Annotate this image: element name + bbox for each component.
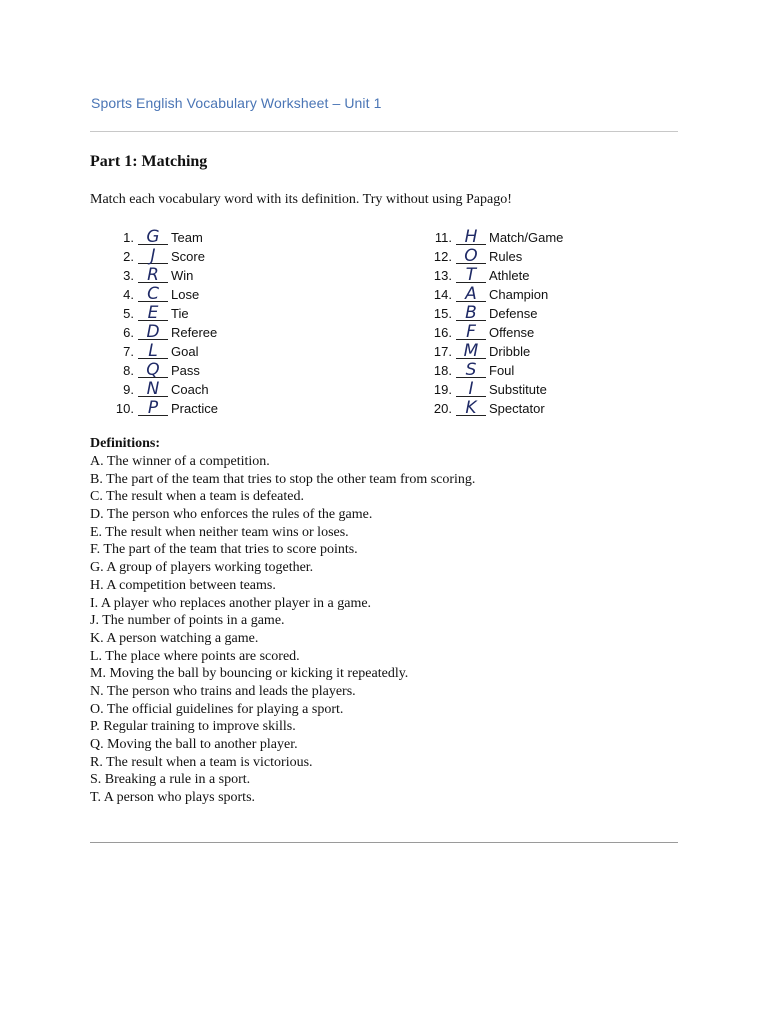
handwritten-answer: Q (146, 360, 160, 380)
handwritten-answer: S (465, 360, 477, 380)
definition-item: E. The result when neither team wins or loses. (90, 524, 349, 540)
definition-item: R. The result when a team is victorious. (90, 754, 313, 770)
handwritten-answer: B (465, 303, 477, 323)
matching-item (422, 397, 563, 416)
answer-blank[interactable] (456, 265, 486, 283)
item-number: 4. (123, 287, 134, 302)
definition-item: M. Moving the ball by bouncing or kicking it repeatedly. (90, 666, 409, 682)
matching-item (104, 321, 218, 340)
handwritten-answer: G (146, 227, 160, 247)
matching-item (422, 245, 563, 264)
vocabulary-word: Substitute (489, 382, 547, 397)
answer-blank[interactable] (456, 303, 486, 321)
item-number: 6. (123, 325, 134, 340)
answer-blank[interactable] (456, 379, 486, 397)
vocabulary-word: Win (171, 268, 194, 283)
answer-blank[interactable] (138, 303, 168, 321)
matching-item (104, 378, 218, 397)
vocabulary-word: Dribble (489, 344, 531, 359)
definitions-list (90, 453, 475, 807)
header-divider (90, 131, 678, 132)
handwritten-answer: R (147, 265, 159, 285)
item-number: 14. (433, 287, 452, 302)
vocabulary-word: Spectator (489, 401, 545, 416)
item-number: 19. (433, 382, 452, 397)
definition-item: K. A person watching a game. (90, 630, 259, 646)
matching-item (104, 226, 218, 245)
matching-item (104, 397, 218, 416)
answer-blank[interactable] (456, 322, 486, 340)
matching-item (422, 321, 563, 340)
handwritten-answer: O (464, 246, 478, 266)
item-number: 16. (433, 325, 452, 340)
matching-item (422, 264, 563, 283)
definition-item: D. The person who enforces the rules of the game. (90, 507, 373, 523)
handwritten-answer: D (146, 322, 160, 342)
answer-blank[interactable] (138, 398, 168, 416)
definition-item: B. The part of the team that tries to stop the other team from scoring. (90, 471, 476, 487)
item-number: 11. (434, 230, 452, 245)
handwritten-answer: I (468, 379, 474, 399)
answer-blank[interactable] (456, 360, 486, 378)
answer-blank[interactable] (138, 360, 168, 378)
item-number: 13. (433, 268, 452, 283)
matching-item (422, 226, 563, 245)
handwritten-answer: N (146, 379, 160, 399)
handwritten-answer: K (465, 398, 477, 418)
definition-item: A. The winner of a competition. (90, 454, 270, 469)
item-number: 2. (123, 249, 134, 264)
handwritten-answer: C (147, 284, 159, 304)
definition-item: H. A competition between teams. (90, 577, 276, 593)
answer-blank[interactable] (138, 379, 168, 397)
item-number: 7. (123, 344, 134, 359)
item-number: 10. (115, 401, 134, 416)
vocabulary-word: Defense (489, 306, 538, 321)
definition-item: T. A person who plays sports. (90, 790, 256, 806)
matching-column-right (422, 226, 563, 416)
item-number: 18. (433, 363, 452, 378)
handwritten-answer: F (466, 322, 476, 342)
item-number: 3. (123, 268, 134, 283)
answer-blank[interactable] (456, 341, 486, 359)
handwritten-answer: E (147, 303, 159, 323)
item-number: 17. (433, 344, 452, 359)
definition-item: Q. Moving the ball to another player. (90, 737, 298, 752)
matching-item (104, 264, 218, 283)
definition-item: I. A player who replaces another player in a game. (90, 595, 372, 611)
definition-item: C. The result when a team is defeated. (90, 489, 304, 505)
vocabulary-word: Champion (489, 287, 549, 302)
definition-item: N. The person who trains and leads the players. (90, 683, 356, 699)
item-number: 20. (433, 401, 452, 416)
definition-item: F. The part of the team that tries to score points. (90, 542, 358, 558)
matching-item (104, 283, 218, 302)
definitions-label: Definitions: (90, 436, 160, 451)
vocabulary-word: Pass (171, 363, 200, 378)
handwritten-answer: L (148, 341, 158, 361)
matching-item (422, 378, 563, 397)
definition-item: J. The number of points in a game. (90, 613, 285, 629)
handwritten-answer: T (465, 265, 477, 285)
matching-item (422, 283, 563, 302)
item-number: 5. (123, 306, 134, 321)
handwritten-answer: J (150, 246, 156, 266)
definition-item: S. Breaking a rule in a sport. (90, 772, 251, 788)
vocabulary-word: Referee (171, 325, 218, 340)
vocabulary-word: Tie (171, 306, 189, 321)
definition-item: O. The official guidelines for playing a sport. (90, 701, 344, 717)
answer-blank[interactable] (456, 246, 486, 264)
section-heading: Part 1: Matching (90, 153, 208, 170)
matching-item (422, 340, 563, 359)
answer-blank[interactable] (138, 322, 168, 340)
vocabulary-word: Foul (489, 363, 515, 378)
matching-item (104, 245, 218, 264)
matching-item (104, 359, 218, 378)
vocabulary-word: Score (171, 249, 205, 264)
matching-item (104, 340, 218, 359)
handwritten-answer: H (464, 227, 478, 247)
handwritten-answer: M (463, 341, 479, 361)
vocabulary-word: Lose (171, 287, 200, 302)
answer-blank[interactable] (138, 246, 168, 264)
item-number: 12. (433, 249, 452, 264)
item-number: 9. (123, 382, 134, 397)
vocabulary-word: Coach (171, 382, 209, 397)
answer-blank[interactable] (138, 265, 168, 283)
answer-blank[interactable] (456, 284, 486, 302)
handwritten-answer: P (147, 398, 159, 418)
vocabulary-word: Athlete (489, 268, 530, 283)
matching-item (422, 359, 563, 378)
worksheet-title: Sports English Vocabulary Worksheet – Unit 1 (91, 95, 382, 111)
vocabulary-word: Team (171, 230, 203, 245)
answer-blank[interactable] (138, 284, 168, 302)
definition-item: G. A group of players working together. (90, 560, 314, 576)
vocabulary-word: Offense (489, 325, 535, 340)
answer-blank[interactable] (456, 227, 486, 245)
answer-blank[interactable] (138, 341, 168, 359)
definition-item: P. Regular training to improve skills. (90, 719, 296, 735)
answer-blank[interactable] (138, 227, 168, 245)
vocabulary-word: Rules (489, 249, 523, 264)
answer-blank[interactable] (456, 398, 486, 416)
item-number: 15. (433, 306, 452, 321)
vocabulary-word: Goal (171, 344, 199, 359)
item-number: 1. (123, 230, 134, 245)
definitions-section (90, 435, 475, 807)
vocabulary-word: Practice (171, 401, 218, 416)
matching-item (422, 302, 563, 321)
vocabulary-word: Match/Game (489, 230, 564, 245)
definition-item: L. The place where points are scored. (90, 648, 300, 664)
item-number: 8. (123, 363, 134, 378)
handwritten-answer: A (465, 284, 477, 304)
footer-divider (90, 842, 678, 843)
matching-column-left (104, 226, 218, 416)
matching-item (104, 302, 218, 321)
instructions-text: Match each vocabulary word with its definition. Try without using Papago! (90, 192, 512, 207)
